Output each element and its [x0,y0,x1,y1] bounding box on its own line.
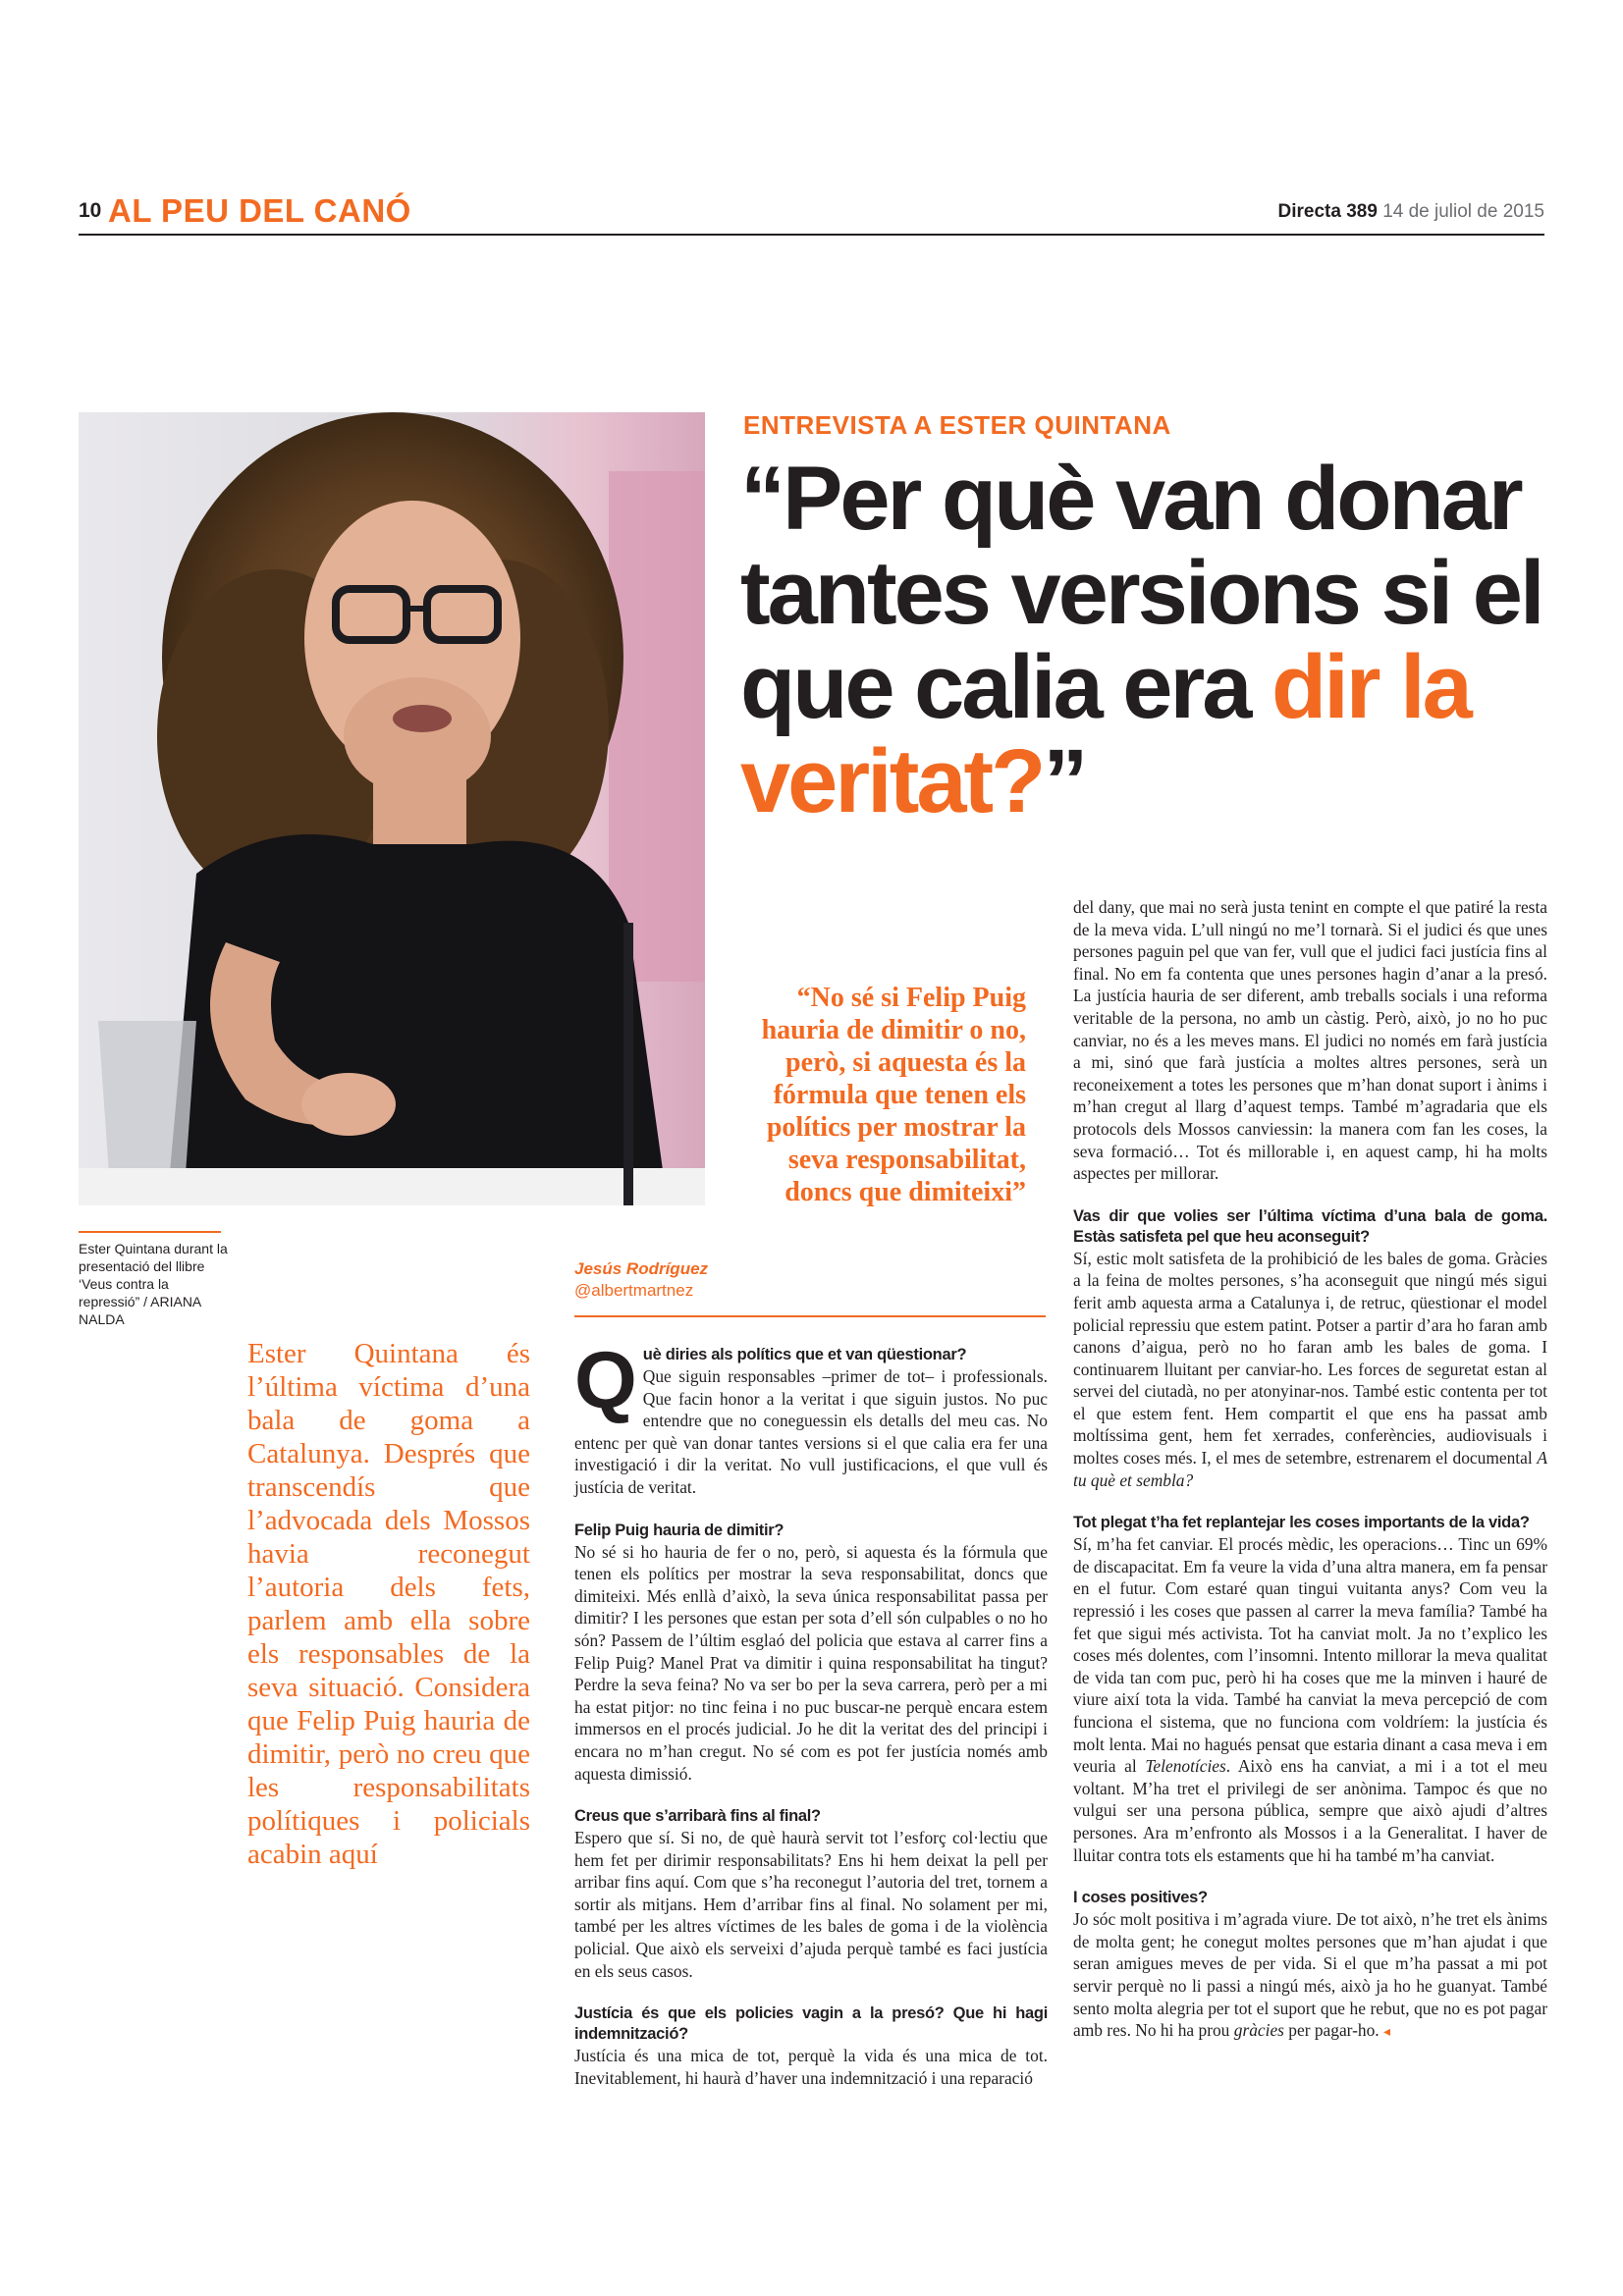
publication-name: Directa 389 [1277,201,1378,222]
answer-4-part-1: Justícia és una mica de tot, perquè la vida és una mica de tot. Inevitablement, hi haurà d’haver una indemnització i una reparació [574,2046,1048,2088]
article-lead: Ester Quintana és l’última víctima d’una bala de goma a Catalunya. Després que transcendís que l’advocada dels Mossos havia reconegut l’autoria dels fets, parlem amb ella sobre els responsables de la seva situació. Considera que Felip Puig hauria de dimitir, però no creu que les responsabilitats polítiques i policials acabin aquí [247,1338,530,1870]
question-5: Vas dir que volies ser l’última víctima d’una bala de goma. Estàs satisfeta pel que heu aconseguit? [1073,1206,1547,1246]
answer-1: Que siguin responsables –primer de tot– i professionals. Que facin honor a la veritat i que siguin justos. No puc entendre que no coneguessin els detalls del meu cas. No entenc per què van donar tantes versions si el que calia era fer una investigació i dir la veritat. No vull justificacions, el que vull és justícia de veritat. [574,1366,1048,1497]
answer-2: No sé si ho hauria de fer o no, però, si aquesta és la fórmula que tenen els polítics per mostrar la seva responsabilitat, doncs que dimiteixi. Més enllà d’això, la seva única responsabilitat passa per dimitir? I les persones que estan per sota d’ell són culpables o no ho són? Passem de l’últim esglaó del policia que estava al carrer fins a Felip Puig? Manel Prat va dimitir i quina responsabilitat ha tingut? Perdre la seva feina? No va ser bo per la seva carrera, però per a mi ha estat pitjor: no tinc feina i no puc buscar-ne perquè encara estem immersos en el procés judicial. Jo he dit la veritat des del principi i encara no m’han cregut. No sé com es pot fer justícia només amb aquesta dimissió. [574,1541,1048,1784]
answer-6-text-end: . Això ens ha canviat, a mi i a tot el meu voltant. M’ha tret el privilegi de ser anònima. Tampoc és que no vulgui ser una persona pública, sempre que això ajudi d’altres persones. Ara m’enfronto als Mossos i a la Generalitat. I haver de lluitar contra tots els estaments que hi ha també m’ha canviat. [1073,1756,1547,1865]
author-handle: @albertmartnez [574,1281,694,1300]
thanks-word: gràcies [1233,2020,1284,2041]
answer-6 [1073,1533,1547,1866]
question-2: Felip Puig hauria de dimitir? [574,1521,784,1539]
photo-caption: Ester Quintana durant la presentació del llibre ‘Veus contra la repressió” / ARIANA NALDA [79,1241,228,1327]
pull-quote: “No sé si Felip Puig hauria de dimitir o no, però, si aquesta és la fórmula que tenen els polítics per mostrar la seva responsabilitat, doncs que dimiteixi” [761,983,1026,1207]
answer-3: Espero que sí. Si no, de què haurà servit tot l’esforç col·lectiu que hem fet per dirimir responsabilitats? Ens hi hem deixat la pell per arribar fins aquí. Com que s’ha reconegut l’autoria del tret, tornem a sortir als mitjans. Hem d’arribar fins al final. No solament per mi, també per les altres víctimes de les bales de goma i de la violència policial. Que això els serveixi d’ajuda perquè també es faci justícia en els seus casos. [574,1828,1048,1981]
question-7: I coses positives? [1073,1889,1208,1907]
article-headline [740,449,1565,831]
drop-cap: Q [574,1336,637,1425]
answer-5 [1073,1248,1547,1492]
answer-5-text: Sí, estic molt satisfeta de la prohibició de les bales de goma. Gràcies a la feina de moltes persones, s’ha aconseguit que ningú més sigui ferit amb aquesta arma a Catalunya i, de retruc, qüestionar el model policial repressiu que estem patint. Potser a partir d’ara ho faran amb canons d’aigua, però no ho faran amb les bales de goma. I continuarem lluitant per canviar-ho. Les forces de seguretat estan al servei del ciutadà, no per atonyinar-nos. També estic contenta per tot el que estem fent. Hem compartit el que ens ha passat amb moltíssima gent, hem fet xerrades, conferències, audiovisuals i moltes coses més. I, el mes de setembre, estrenarem el documental [1073,1248,1547,1468]
headline-highlight: dir la veritat? [740,637,1470,831]
question-4: Justícia és que els policies vagin a la presó? Que hi hagi indemnització? [574,2004,1048,2044]
answer-6-text: Sí, m’ha fet canviar. El procés mèdic, les operacions… Tinc un 69% de discapacitat. Em fa veure la vida d’una altra manera, em fa pensar en el futur. Com estaré quan tingui vuitanta anys? Com veu la repressió i les coses que passen al carrer la meva família? També ha fet que sigui més activista. Tot ha canviat molt. Ja no t’explico les coses més dolentes, com l’insomni. Intento millorar la meva qualitat de vida tan com puc, però hi ha coses que me la minven i hauré de viure així tota la vida. També ha canviat la meva percepció de com funciona el sistema, que no funciona com voldríem: la justícia és molt lenta. Mai no hagués pensat que estaria dinant a casa meva i em veuria al [1073,1534,1547,1777]
author-byline [574,1258,708,1302]
caption-rule [79,1231,221,1233]
issue-info [1278,201,1545,223]
answer-7 [1073,1908,1547,2045]
question-1: uè diries als polítics que et van qüestionar? [642,1346,967,1363]
header-rule [79,234,1544,236]
body-column-1 [574,1336,1048,2089]
answer-7-text-end: per pagar-ho. [1283,2020,1380,2041]
question-3: Creus que s’arribarà fins al final? [574,1807,821,1826]
answer-7-text: Jo sóc molt positiva i m’agrada viure. De tot això, n’he tret els ànims de molta gent; he conegut moltes persones que m’han ajudat i que seran amigues meves de per vida. Si el que m’ha passat a mi pot servir perquè no li passi a ningú més, això ja ho he guanyat. També sento molta alegria per tot el suport que he rebut, que no es pot pagar amb res. No hi ha prou [1073,1909,1547,2041]
issue-date: 14 de juliol de 2015 [1382,201,1544,222]
article-kicker: ENTREVISTA A ESTER QUINTANA [743,410,1171,440]
documentary-title: A tu què et sembla? [1073,1448,1547,1490]
body-column-2 [1073,896,1547,2045]
headline-close-quote: ” [1043,731,1086,831]
page-number: 10 [79,199,102,222]
author-name: Jesús Rodríguez [574,1259,709,1278]
tv-program-name: Telenotícies [1145,1756,1226,1777]
question-6: Tot plegat t’ha fet replantejar les coses importants de la vida? [1073,1514,1530,1532]
answer-4-part-2: del dany, que mai no serà justa tenint en compte el que patiré la resta de la meva vida. L’ull ningú no me’l tornarà. Si el judici és que unes persones paguin pel que van fer, vull que el judici faci justícia fins al final. No em fa contenta que unes persones hagin d’anar a la presó. La justícia hauria de ser diferent, amb treballs socials i una reforma veritable de la persona, no amb un càstig. Però, això, jo no ho puc canviar, no és a les meves mans. El judici no només em farà justícia a mi, sinó que farà justícia a moltes altres persones, serà un reconeixement a totes les persones que m’han donat suport i ànims i m’han cregut al llarg d’aquest temps. També m’agradaria que els protocols dels Mossos canviessin: la manera com fan les coses, la seva formació… Tot és millorable i, en aquest camp, hi ha molts aspectes per millorar. [1073,897,1547,1184]
interview-photo [79,412,705,1205]
photo-illustration [79,412,705,1205]
section-title: AL PEU DEL CANÓ [108,192,411,229]
byline-rule [574,1315,1046,1317]
end-mark-icon: ◂ [1383,2025,1391,2041]
headline-main: “Per què van donar tantes versions si el que calia era [740,449,1542,737]
